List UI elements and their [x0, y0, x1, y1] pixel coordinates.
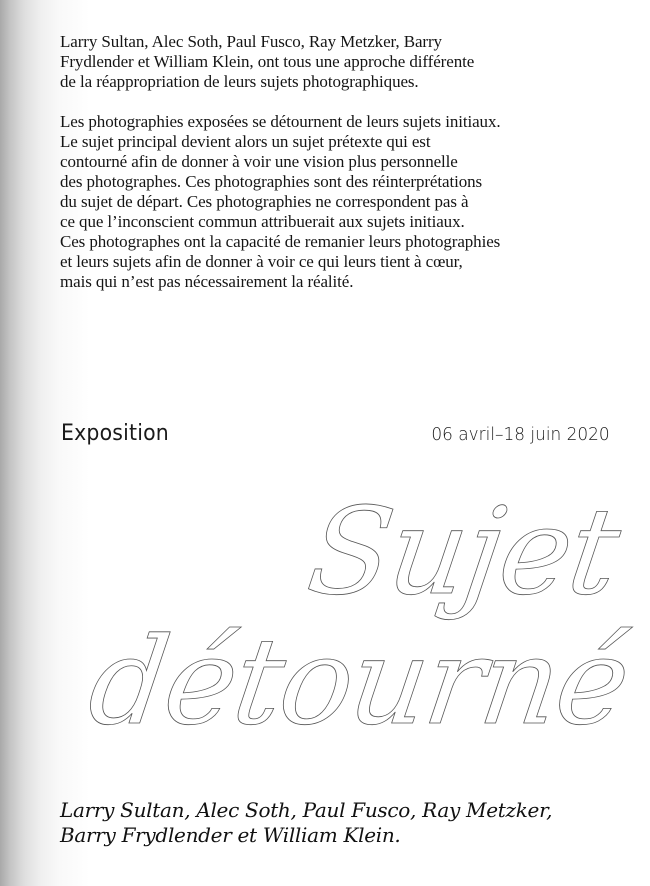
text-line: de la réappropriation de leurs sujets photographiques. [60, 72, 419, 91]
intro-text [60, 32, 640, 292]
text-line: mais qui n’est pas nécessairement la réalité. [60, 272, 354, 291]
artists-credit [60, 798, 640, 848]
text-line: Ces photographes ont la capacité de remanier leurs photographies [60, 232, 501, 251]
text-line: contourné afin de donner à voir une vision plus personnelle [60, 152, 458, 171]
intro-paragraph-2 [60, 112, 640, 292]
text-line: Le sujet principal devient alors un sujet prétexte qui est [60, 132, 431, 151]
title-line-2: détourné [81, 613, 636, 752]
artists-line: Barry Frydlender et William Klein. [60, 823, 401, 847]
exhibition-label: Exposition [61, 421, 169, 446]
text-line: Larry Sultan, Alec Soth, Paul Fusco, Ray Metzker, Barry [60, 32, 442, 51]
text-line: du sujet de départ. Ces photographies ne correspondent pas à [60, 192, 469, 211]
exhibition-info [61, 421, 610, 451]
artists-line: Larry Sultan, Alec Soth, Paul Fusco, Ray Metzker, [60, 798, 553, 822]
text-line: et leurs sujets afin de donner à voir ce qui leurs tient à cœur, [60, 252, 463, 271]
exhibition-dates: 06 avril–18 juin 2020 [431, 424, 610, 445]
intro-paragraph-1 [60, 32, 640, 92]
text-line: Les photographies exposées se détournent de leurs sujets initiaux. [60, 112, 501, 131]
title-line-1: Sujet [300, 483, 626, 622]
text-line: Frydlender et William Klein, ont tous une approche différente [60, 52, 475, 71]
text-line: des photographes. Ces photographies sont des réinterprétations [60, 172, 483, 191]
text-line: ce que l’inconscient commun attribuerait aux sujets initiaux. [60, 212, 465, 231]
